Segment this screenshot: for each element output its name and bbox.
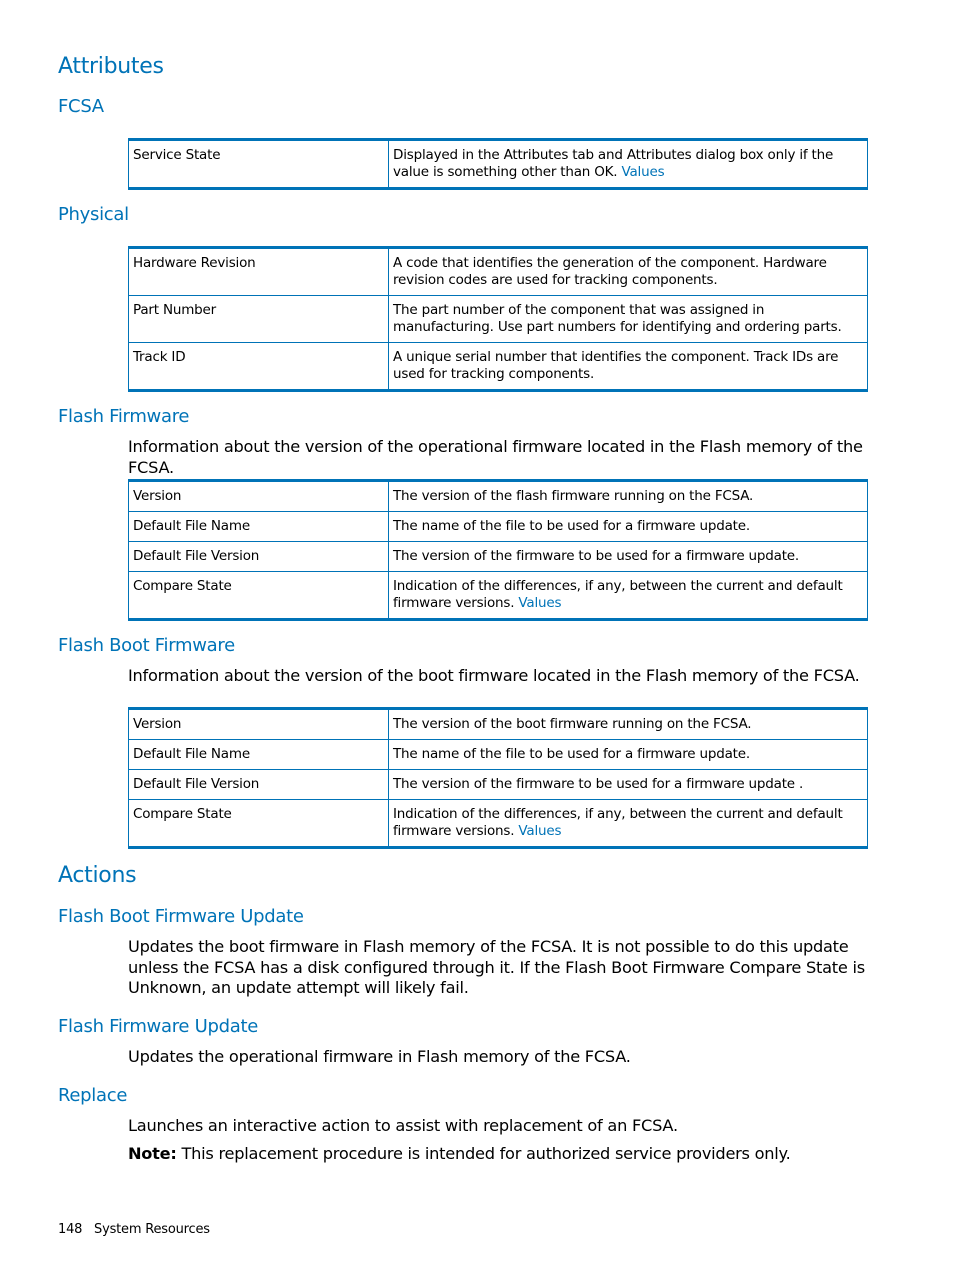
attribute-description: The version of the flash firmware running on the FCSA. xyxy=(389,481,868,512)
values-link[interactable]: Values xyxy=(518,823,562,839)
table-row xyxy=(129,343,868,391)
page-number: 148 xyxy=(58,1222,83,1237)
attribute-name: Track ID xyxy=(129,343,389,391)
page-footer xyxy=(58,1222,210,1237)
attribute-name: Default File Name xyxy=(129,740,389,770)
note-text: This replacement procedure is intended for authorized service providers only. xyxy=(181,1144,791,1163)
table-row xyxy=(129,481,868,512)
attribute-description: The part number of the component that was assigned in manufacturing. Use part numbers for identifying and ordering parts. xyxy=(389,296,868,343)
table-row xyxy=(129,572,868,620)
flash-firmware-heading: Flash Firmware xyxy=(58,406,190,427)
attribute-description: Indication of the differences, if any, between the current and default firmware versions. Values xyxy=(389,572,868,620)
flash-boot-firmware-update-heading: Flash Boot Firmware Update xyxy=(58,906,304,927)
attribute-description: The version of the firmware to be used for a firmware update. xyxy=(389,542,868,572)
flash-boot-firmware-table xyxy=(128,707,868,849)
physical-table xyxy=(128,246,868,392)
fcsa-table xyxy=(128,138,868,190)
attribute-description: The version of the firmware to be used for a firmware update . xyxy=(389,770,868,800)
attribute-name: Version xyxy=(129,481,389,512)
table-row xyxy=(129,770,868,800)
flash-firmware-intro: Information about the version of the operational firmware located in the Flash memory of the FCSA. xyxy=(128,437,863,477)
table-row xyxy=(129,542,868,572)
attribute-name: Service State xyxy=(129,140,389,189)
table-row xyxy=(129,296,868,343)
table-row xyxy=(129,800,868,848)
attribute-name: Default File Version xyxy=(129,770,389,800)
replace-text: Launches an interactive action to assist with replacement of an FCSA. xyxy=(128,1116,678,1135)
table-row xyxy=(129,740,868,770)
replace-heading: Replace xyxy=(58,1085,128,1106)
table-row xyxy=(129,512,868,542)
attribute-name: Compare State xyxy=(129,572,389,620)
note-label: Note: xyxy=(128,1144,177,1163)
flash-boot-firmware-heading: Flash Boot Firmware xyxy=(58,635,235,656)
attribute-name: Hardware Revision xyxy=(129,248,389,296)
attribute-description: Displayed in the Attributes tab and Attributes dialog box only if the value is something other than OK. Values xyxy=(389,140,868,189)
values-link[interactable]: Values xyxy=(518,595,562,611)
flash-boot-firmware-update-text: Updates the boot firmware in Flash memory of the FCSA. It is not possible to do this update unless the FCSA has a disk configured through it. If the Flash Boot Firmware Compare State is Unknown, an update attempt will likely fail. xyxy=(128,937,865,997)
flash-firmware-table xyxy=(128,479,868,621)
attribute-description: The version of the boot firmware running on the FCSA. xyxy=(389,709,868,740)
attribute-description: The name of the file to be used for a firmware update. xyxy=(389,512,868,542)
fcsa-heading: FCSA xyxy=(58,96,104,117)
physical-heading: Physical xyxy=(58,204,129,225)
attribute-name: Default File Name xyxy=(129,512,389,542)
attribute-name: Part Number xyxy=(129,296,389,343)
flash-boot-firmware-intro: Information about the version of the boot firmware located in the Flash memory of the FCSA. xyxy=(128,666,860,685)
table-row xyxy=(129,140,868,189)
actions-heading: Actions xyxy=(58,863,137,888)
replace-note xyxy=(128,1144,868,1165)
attribute-description: Indication of the differences, if any, between the current and default firmware versions. Values xyxy=(389,800,868,848)
attribute-name: Compare State xyxy=(129,800,389,848)
table-row xyxy=(129,709,868,740)
attribute-name: Version xyxy=(129,709,389,740)
flash-firmware-update-heading: Flash Firmware Update xyxy=(58,1016,258,1037)
flash-firmware-update-text: Updates the operational firmware in Flash memory of the FCSA. xyxy=(128,1047,631,1066)
attribute-description: A code that identifies the generation of the component. Hardware revision codes are used for tracking components. xyxy=(389,248,868,296)
table-row xyxy=(129,248,868,296)
attribute-description: A unique serial number that identifies the component. Track IDs are used for tracking components. xyxy=(389,343,868,391)
attribute-description: The name of the file to be used for a firmware update. xyxy=(389,740,868,770)
values-link[interactable]: Values xyxy=(621,164,665,180)
attributes-heading: Attributes xyxy=(58,54,164,79)
footer-section: System Resources xyxy=(94,1222,210,1237)
attribute-name: Default File Version xyxy=(129,542,389,572)
